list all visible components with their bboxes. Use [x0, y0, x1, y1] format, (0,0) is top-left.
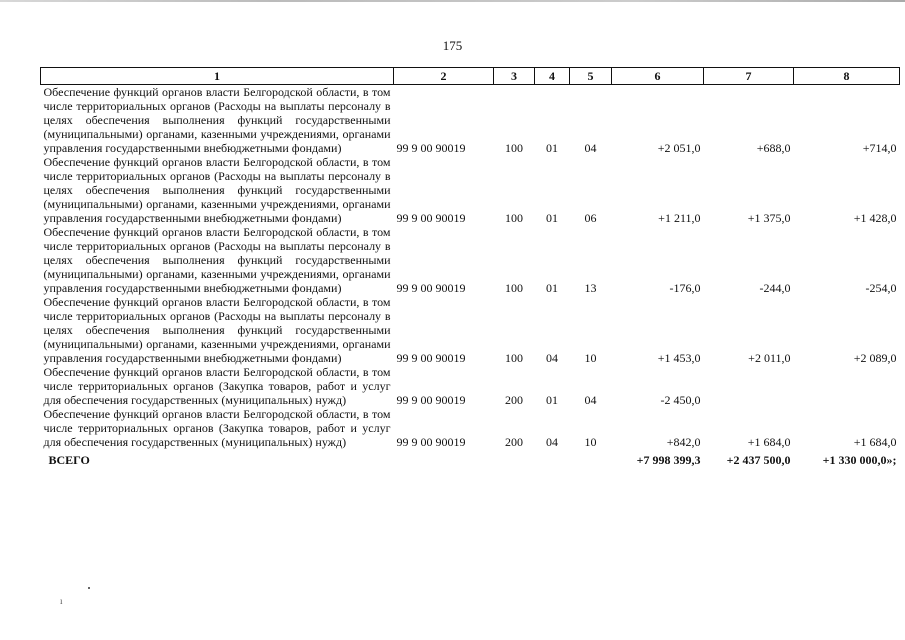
- page-number: 175: [442, 38, 463, 53]
- total-empty-4: [535, 449, 570, 467]
- row-description: Обеспечение функций органов власти Белгородской области, в том числе территориальных органов (Расходы на выплаты персоналу в целях обеспечения выполнения функций государственными (муниципальными) органами, казенными учреждениями, органами управления государственными внебюджетными фондами): [43, 85, 391, 155]
- table-row: [41, 155, 900, 225]
- row-col-5: 10: [584, 351, 597, 365]
- row-col-5: 06: [584, 211, 597, 225]
- row-code: 99 9 00 90019: [396, 435, 466, 449]
- row-value-6: +842,0: [666, 435, 701, 449]
- header-col-6: 6: [612, 68, 704, 85]
- row-col-5: 13: [584, 281, 597, 295]
- row-value-6: -2 450,0: [660, 393, 701, 407]
- row-col-4: 04: [546, 351, 558, 365]
- row-description: Обеспечение функций органов власти Белгородской области, в том числе территориальных органов (Расходы на выплаты персоналу в целях обеспечения выполнения функций государственными (муниципальными) органами, казенными учреждениями, органами управления государственными внебюджетными фондами): [43, 295, 391, 365]
- row-col-3: 100: [505, 351, 523, 365]
- header-col-3: 3: [494, 68, 535, 85]
- row-col-4: 04: [546, 435, 558, 449]
- header-col-2: 2: [394, 68, 494, 85]
- total-empty-3: [494, 449, 535, 467]
- row-col-4: 01: [546, 281, 558, 295]
- table-header: [41, 68, 900, 85]
- total-value-7: +2 437 500,0: [726, 453, 791, 467]
- row-col-5: 10: [584, 435, 597, 449]
- table-row: [41, 407, 900, 449]
- row-col-4: 01: [546, 211, 558, 225]
- total-label: ВСЕГО: [48, 453, 90, 467]
- table-row: [41, 365, 900, 407]
- row-description: Обеспечение функций органов власти Белгородской области, в том числе территориальных органов (Расходы на выплаты персоналу в целях обеспечения выполнения функций государственными (муниципальными) органами, казенными учреждениями, органами управления государственными внебюджетными фондами): [43, 155, 391, 225]
- header-col-7: 7: [704, 68, 794, 85]
- row-value-7: -244,0: [759, 281, 791, 295]
- row-code: 99 9 00 90019: [396, 393, 466, 407]
- table-row: [41, 295, 900, 365]
- row-value-8: +2 089,0: [853, 351, 897, 365]
- row-col-4: 01: [546, 141, 558, 155]
- row-code: 99 9 00 90019: [396, 351, 466, 365]
- total-row: [41, 449, 900, 467]
- header-col-5: 5: [570, 68, 612, 85]
- row-col-5: 04: [584, 393, 597, 407]
- scan-edge: [0, 0, 905, 2]
- row-code: 99 9 00 90019: [396, 211, 466, 225]
- row-value-6: +1 211,0: [658, 211, 701, 225]
- row-value-8: [794, 365, 900, 407]
- row-code: 99 9 00 90019: [396, 141, 466, 155]
- row-col-4: 01: [546, 393, 558, 407]
- total-value-8: +1 330 000,0»;: [822, 453, 897, 467]
- row-col-3: 100: [505, 141, 523, 155]
- stray-dot: [88, 587, 90, 589]
- table-body: [41, 85, 900, 468]
- header-row: [41, 68, 900, 85]
- row-col-5: 04: [584, 141, 597, 155]
- row-col-3: 200: [505, 435, 523, 449]
- row-col-3: 100: [505, 211, 523, 225]
- row-col-3: 100: [505, 281, 523, 295]
- row-value-7: [704, 365, 794, 407]
- row-value-7: +688,0: [756, 141, 791, 155]
- row-description: Обеспечение функций органов власти Белгородской области, в том числе территориальных органов (Расходы на выплаты персоналу в целях обеспечения выполнения функций государственными (муниципальными) органами, казенными учреждениями, органами управления государственными внебюджетными фондами): [43, 225, 391, 295]
- table-row: [41, 85, 900, 156]
- row-value-8: +1 684,0: [853, 435, 897, 449]
- header-col-8: 8: [794, 68, 900, 85]
- row-value-8: +714,0: [862, 141, 897, 155]
- row-value-7: +2 011,0: [748, 351, 791, 365]
- row-value-6: -176,0: [669, 281, 701, 295]
- row-description: Обеспечение функций органов власти Белгородской области, в том числе территориальных органов (Закупка товаров, работ и услуг для обеспечения государственных (муниципальных) нужд): [43, 407, 391, 449]
- row-value-6: +1 453,0: [657, 351, 701, 365]
- budget-table: [40, 67, 900, 467]
- header-col-4: 4: [535, 68, 570, 85]
- total-empty-5: [570, 449, 612, 467]
- row-value-7: +1 375,0: [747, 211, 791, 225]
- header-col-1: 1: [41, 68, 394, 85]
- row-col-3: 200: [505, 393, 523, 407]
- row-description: Обеспечение функций органов власти Белгородской области, в том числе территориальных органов (Закупка товаров, работ и услуг для обеспечения государственных (муниципальных) нужд): [43, 365, 391, 407]
- total-value-6: +7 998 399,3: [636, 453, 701, 467]
- row-value-8: +1 428,0: [853, 211, 897, 225]
- row-value-6: +2 051,0: [657, 141, 701, 155]
- table-row: [41, 225, 900, 295]
- total-empty-2: [394, 449, 494, 467]
- row-value-8: -254,0: [865, 281, 897, 295]
- row-value-7: +1 684,0: [747, 435, 791, 449]
- stray-mark: ı: [60, 596, 63, 606]
- row-code: 99 9 00 90019: [396, 281, 466, 295]
